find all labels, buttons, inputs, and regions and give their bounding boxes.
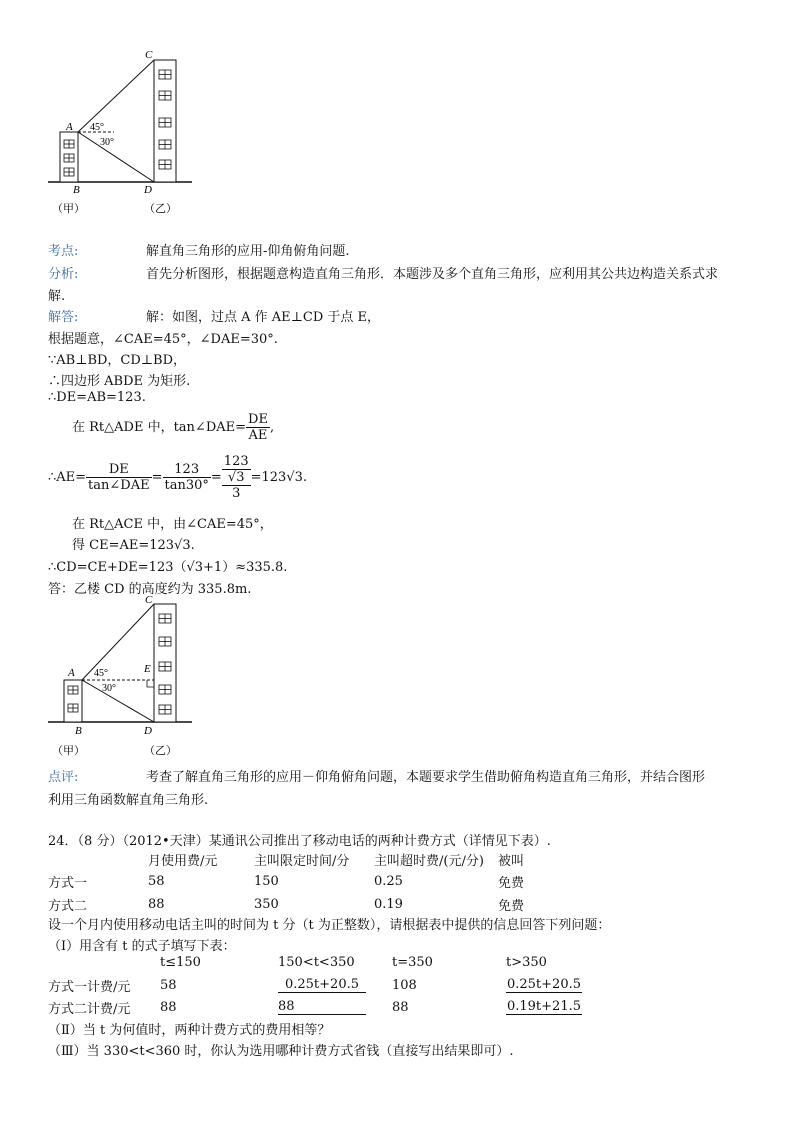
fraction-de-ae: $\frac{DE}{AE}$	[248, 412, 268, 443]
answer-blank: 88	[278, 999, 366, 1015]
answer-blank: 0.25t+20.5	[278, 977, 366, 993]
sight-line-ad	[78, 132, 154, 182]
answer-blank: 0.19t+21.5	[506, 999, 581, 1014]
table-row: 方式一 58 150 0.25 免费	[48, 874, 525, 891]
angle-45-label: 45°	[90, 122, 104, 133]
dianping-text-2: 利用三角函数解直角三角形.	[48, 793, 209, 808]
fee-table-header: t≤150 150<t<350 t=350 t>350	[160, 954, 547, 970]
problem-intro: 设一个月内使用移动电话主叫的时间为 t 分（t 为正整数），请根据表中提供的信息回答下列问题：	[48, 918, 611, 933]
fraction-de-tan: $\frac{DE}{\text{tan∠DAE}}$	[88, 462, 150, 493]
angle-30-label: 30°	[100, 137, 114, 148]
point-b-label: B	[73, 184, 80, 196]
svg-text:（甲）: （甲）	[52, 744, 85, 757]
figure-bottom	[44, 592, 204, 772]
solution-line-1: 根据题意，∠CAE=45°，∠DAE=30°.	[48, 332, 278, 347]
pricing-table	[48, 848, 524, 916]
fee-table	[48, 950, 582, 1018]
svg-text:C: C	[145, 594, 153, 606]
problem-24-title: 24．（8 分）（2012•天津）某通讯公司推出了移动电话的两种计费方式（详情见下表）.	[48, 834, 551, 849]
solution-line-8: 得 CE=AE=123√3.	[72, 538, 195, 553]
jieda-label: 解答:	[48, 310, 79, 325]
table-row: 方式一计费/元 58 0.25t+20.5 108 0.25t+20.5	[48, 977, 581, 995]
answer-blank: 0.25t+20.5	[506, 977, 581, 992]
solution-line-5: 在 Rt△ADE 中，tan∠DAE= $\frac{DE}{AE}$ ,	[72, 412, 275, 443]
fraction-123-sqrt3-3: 123 √3 3	[223, 454, 249, 501]
part-2: （Ⅱ）当 t 为何值时，两种计费方式的费用相等？	[48, 1023, 331, 1038]
answer-line: 答：乙楼 CD 的高度约为 335.8m.	[48, 582, 252, 597]
caption-yi: （乙）	[144, 202, 177, 215]
ae-result: =123√3.	[250, 470, 308, 485]
point-e-label: E	[144, 663, 151, 675]
solution-line-7: 在 Rt△ACE 中，由∠CAE=45°，	[72, 517, 273, 532]
jieda-text: 解：如图，过点 A 作 AE⊥CD 于点 E，	[146, 310, 381, 325]
kaodian-text: 解直角三角形的应用-仰角俯角问题.	[146, 244, 350, 259]
fenxi-text-1: 首先分析图形，根据题意构造直角三角形．本题涉及多个直角三角形，应利用其公共边构造关系式求	[146, 267, 719, 282]
svg-text:30°: 30°	[102, 683, 116, 694]
solution-line-6: ∴AE= $\frac{DE}{\text{tan∠DAE}}$ = $\frac{123}{\tan 30^\circ}$ = 123 √3 3 =123√3.	[48, 454, 308, 501]
fenxi-label: 分析:	[48, 267, 79, 282]
point-c-label: C	[145, 49, 153, 61]
fenxi-text-2: 解.	[48, 289, 66, 304]
svg-text:A: A	[68, 667, 75, 679]
figure-top	[44, 42, 204, 222]
svg-text:D: D	[144, 725, 152, 737]
table-row: 方式二计费/元 88 88 88 0.19t+21.5	[48, 999, 581, 1017]
solution-line-2: ∵AB⊥BD，CD⊥BD，	[48, 353, 186, 368]
svg-text:（乙）: （乙）	[144, 744, 177, 757]
point-a-label: A	[66, 121, 73, 133]
dianping-label: 点评:	[48, 770, 79, 785]
kaodian-label: 考点:	[48, 244, 79, 259]
table-row: 方式二 88 350 0.19 免费	[48, 897, 525, 914]
tan-dae-text: 在 Rt△ADE 中，tan∠DAE=	[72, 420, 247, 435]
solution-line-3: ∴四边形 ABDE 为矩形.	[48, 374, 191, 389]
part-1: （Ⅰ）用含有 t 的式子填写下表：	[48, 939, 236, 954]
caption-jia: （甲）	[52, 202, 85, 215]
ae-equals: ∴AE=	[48, 470, 87, 485]
solution-line-4: ∴DE=AB=123.	[48, 390, 146, 405]
svg-text:B: B	[75, 725, 82, 737]
svg-text:45°: 45°	[94, 668, 108, 679]
part-3: （Ⅲ）当 330<t<360 时，你认为选用哪种计费方式省钱（直接写出结果即可）.	[48, 1044, 514, 1059]
pricing-table-header: 月使用费/元 主叫限定时间/分 主叫超时费/(元/分) 被叫	[148, 853, 525, 869]
point-d-label: D	[144, 184, 152, 196]
fraction-123-tan30: $\frac{123}{\tan 30^\circ}$	[164, 462, 209, 493]
solution-line-9: ∴CD=CE+DE=123（√3+1）≈335.8.	[48, 560, 288, 575]
dianping-text-1: 考查了解直角三角形的应用－仰角俯角问题，本题要求学生借助俯角构造直角三角形，并结合图形	[146, 770, 706, 785]
